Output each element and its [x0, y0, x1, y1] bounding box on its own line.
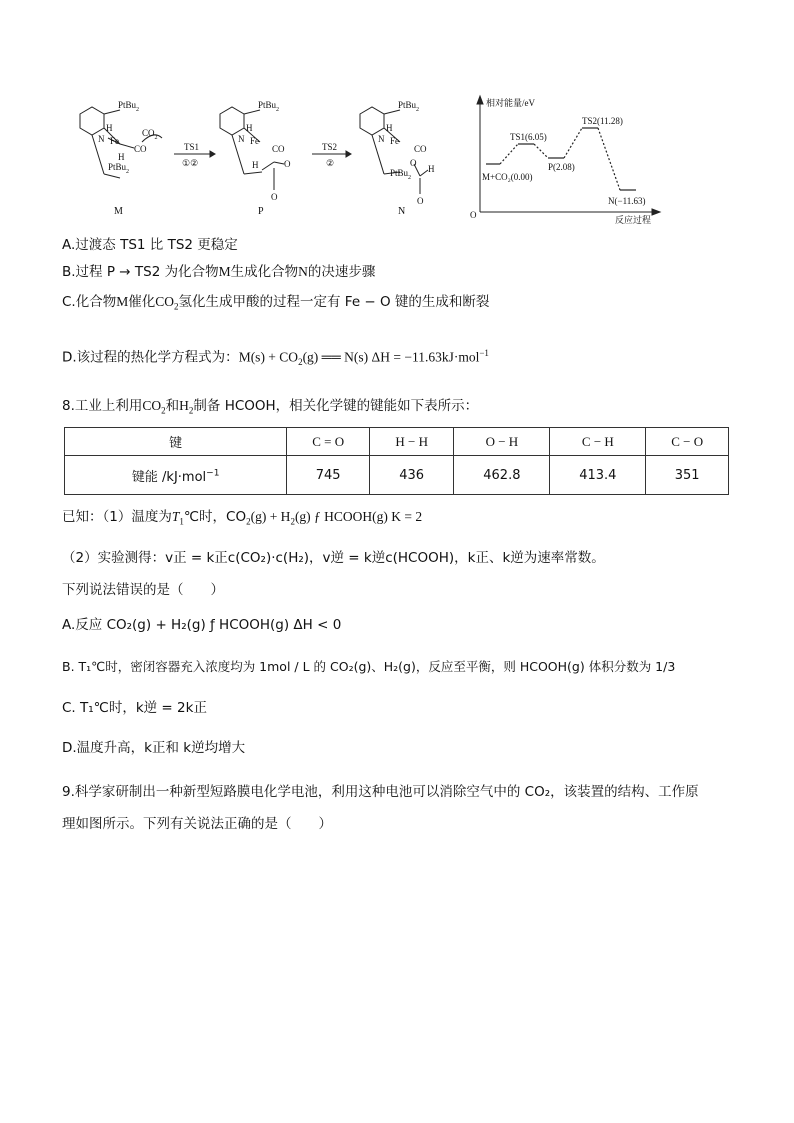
q8-stem: 8.工业上利用$CO_2$和$H_2$制备 HCOOH，相关化学键的键能如下表所示：: [62, 398, 479, 416]
table-cell: 351: [646, 456, 729, 495]
p-h-bottom: H: [252, 160, 259, 170]
table-row-label: 键能 /kJ·mol$^{-1}$: [65, 456, 287, 495]
energy-origin: O: [470, 210, 477, 220]
p-o-upper: O: [284, 159, 291, 169]
energy-ylabel: 相对能量/eV: [486, 98, 535, 108]
m-ptbu2-bottom: PtBu$_2$: [108, 162, 130, 175]
compound-label-p: P: [258, 206, 264, 217]
state-label-p: P(2.08): [548, 162, 575, 172]
n-ptbu2-bottom: PtBu$_2$: [390, 168, 412, 181]
q8-prompt: 下列说法错误的是（ ）: [62, 582, 224, 598]
p-n: N: [238, 134, 245, 144]
arrow-1-bottom-label: ①②: [182, 158, 199, 168]
table-cell: 462.8: [454, 456, 550, 495]
table-cell: 745: [287, 456, 370, 495]
reaction-figure: [62, 92, 682, 227]
m-n: N: [98, 134, 105, 144]
q8-known-1: 已知：（1）温度为$T_1℃$时，$CO_2(g) + H_2(g)$ ƒ HCOOH(g) K = 2: [62, 509, 423, 527]
q7-option-c: C.化合物M催化$CO_2$氢化生成甲酸的过程一定有 Fe − O 键的生成和断裂: [62, 294, 490, 312]
m-ptbu2-top: PtBu$_2$: [118, 100, 140, 113]
m-fe: Fe: [110, 136, 119, 146]
q8-option-c: C. T₁℃时，k逆 = 2k正: [62, 700, 207, 716]
bond-energy-table: [64, 427, 729, 495]
n-co: CO: [414, 144, 427, 154]
q7-option-b: B.过程 P → TS2 为化合物M生成化合物N的决速步骤: [62, 264, 376, 280]
m-h-top: H: [106, 123, 113, 133]
state-label-ts2: TS2(11.28): [582, 116, 623, 126]
n-ptbu2-top: PtBu$_2$: [398, 100, 420, 113]
table-cell: 413.4: [550, 456, 646, 495]
p-ptbu2-top: PtBu$_2$: [258, 100, 280, 113]
compound-label-n: N: [398, 206, 406, 217]
p-o-lower: O: [271, 192, 278, 202]
n-fe: Fe: [390, 136, 399, 146]
table-header-cell: H − H: [369, 428, 453, 456]
p-fe: Fe: [250, 136, 259, 146]
table-header-cell: O − H: [454, 428, 550, 456]
energy-xlabel: 反应过程: [615, 215, 652, 225]
n-h-right: H: [428, 164, 435, 174]
q7-option-d: D.该过程的热化学方程式为：$M(s) + CO_2(g)$ ══ N(s) ΔH = −11.63kJ·mol$^{-1}$: [62, 348, 489, 368]
q8-option-d: D.温度升高，k正和 k逆均增大: [62, 740, 246, 756]
table-header-row: [65, 428, 729, 456]
q8-option-a: A.反应 CO₂(g) + H₂(g) ƒ HCOOH(g) ΔH < 0: [62, 617, 342, 633]
table-header-cell: C = O: [287, 428, 370, 456]
q7-option-a: A.过渡态 TS1 比 TS2 更稳定: [62, 237, 238, 253]
q8-option-b: B. T₁℃时，密闭容器充入浓度均为 1mol / L 的 CO₂(g)、H₂(g)，反应至平衡，则 HCOOH(g) 体积分数为 1/3: [62, 659, 676, 674]
arrow-2-bottom-label: ②: [326, 158, 335, 168]
q9-stem-line-2: 理如图所示。下列有关说法正确的是（ ）: [62, 816, 332, 832]
state-label-m-co2: M+CO₂(0.00): [482, 172, 533, 182]
p-h-top: H: [246, 123, 253, 133]
n-o-lower: O: [417, 196, 424, 206]
table-header-cell: C − O: [646, 428, 729, 456]
state-label-n: N(−11.63): [608, 196, 646, 206]
q9-stem-line-1: 9.科学家研制出一种新型短路膜电化学电池，利用这种电池可以消除空气中的 CO₂，该装置的结构、工作原: [62, 784, 699, 800]
n-o-upper: O: [410, 158, 417, 168]
table-header-cell: C − H: [550, 428, 646, 456]
m-h-bottom: H: [118, 152, 125, 162]
compound-label-m: M: [114, 206, 123, 217]
arrow-2-top-label: TS2: [322, 142, 338, 152]
table-header-cell: 键: [65, 428, 287, 456]
table-row: [65, 456, 729, 495]
n-n: N: [378, 134, 385, 144]
table-cell: 436: [369, 456, 453, 495]
p-co: CO: [272, 144, 285, 154]
arrow-1-top-label: TS1: [184, 142, 200, 152]
q8-known-2: （2）实验测得：v正 = k正c(CO₂)·c(H₂)，v逆 = k逆c(HCOOH)，k正、k逆为速率常数。: [62, 550, 605, 566]
m-co2: $CO_2$: [142, 128, 158, 141]
m-co: CO: [134, 144, 147, 154]
n-h-top: H: [386, 123, 393, 133]
state-label-ts1: TS1(6.05): [510, 132, 547, 142]
